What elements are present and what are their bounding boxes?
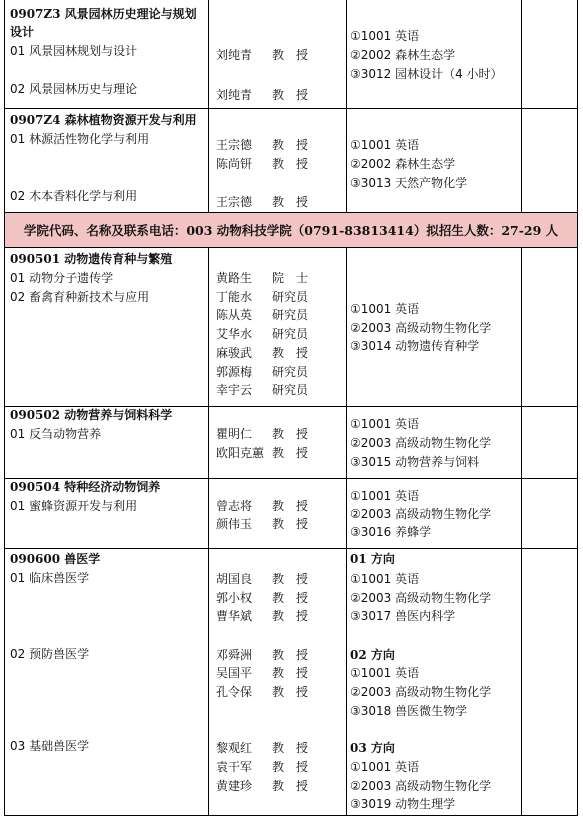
supervisor: 黄建珍 教 授 [216, 779, 309, 793]
program-row-090502 [4, 407, 578, 479]
supervisor: 欧阳克蕙 教 授 [216, 446, 309, 460]
direction-heading-03: 03 方向 [350, 741, 395, 755]
supervisor: 胡国良 教 授 [216, 572, 309, 586]
exam-subject-2: ②2002 森林生态学 [350, 157, 456, 171]
direction-02: 02 木本香料化学与利用 [10, 189, 138, 203]
supervisor: 艾华水 研究员 [216, 327, 309, 341]
exam-subject-3: ③3019 动物生理学 [350, 797, 456, 811]
supervisor: 刘纯青 教 授 [216, 88, 309, 102]
supervisor: 丁能水 研究员 [216, 290, 309, 304]
exam-subject-3: ③3015 动物营养与饲料 [350, 455, 480, 469]
program-title: 090502 动物营养与饲料科学 [10, 408, 173, 422]
exam-subject-3: ③3018 兽医微生物学 [350, 704, 468, 718]
supervisor: 刘纯青 教 授 [216, 48, 309, 62]
exam-subject-3: ③3017 兽医内科学 [350, 609, 456, 623]
supervisor: 王宗德 教 授 [216, 138, 309, 152]
exam-subject-2: ②2003 高级动物生物化学 [350, 779, 492, 793]
exam-subject-2: ②2003 高级动物生物化学 [350, 321, 492, 335]
supervisor: 孔令保 教 授 [216, 685, 309, 699]
exam-subject-3: ③3014 动物遗传育种学 [350, 339, 480, 353]
direction-heading-02: 02 方向 [350, 648, 395, 662]
program-row-0907z4 [4, 109, 578, 213]
exam-subject-1: ①1001 英语 [350, 302, 420, 316]
exam-subject-3: ③3013 天然产物化学 [350, 176, 468, 190]
supervisor: 袁干军 教 授 [216, 760, 309, 774]
exam-subject-2: ②2003 高级动物生物化学 [350, 685, 492, 699]
exam-subject-2: ②2003 高级动物生物化学 [350, 436, 492, 450]
direction-02: 02 预防兽医学 [10, 647, 90, 661]
college-header-band [4, 213, 578, 248]
direction-01: 01 反刍动物营养 [10, 427, 102, 441]
exam-subject-3: ③3012 园林设计（4 小时） [350, 67, 503, 81]
supervisor: 郭源梅 研究员 [216, 365, 309, 379]
exam-subject-1: ①1001 英语 [350, 29, 420, 43]
exam-subject-1: ①1001 英语 [350, 417, 420, 431]
direction-01: 01 蜜蜂资源开发与利用 [10, 499, 138, 513]
exam-subject-2: ②2003 高级动物生物化学 [350, 591, 492, 605]
supervisor: 邓舜洲 教 授 [216, 648, 309, 662]
supervisor: 吴国平 教 授 [216, 666, 309, 680]
exam-subject-1: ①1001 英语 [350, 572, 420, 586]
direction-01: 01 临床兽医学 [10, 571, 90, 585]
program-title-line2: 设计 [10, 25, 35, 39]
supervisor: 陈从英 研究员 [216, 308, 309, 322]
direction-heading-01: 01 方向 [350, 552, 395, 566]
program-row-090501 [4, 248, 578, 407]
supervisor: 王宗德 教 授 [216, 195, 309, 209]
exam-subject-1: ①1001 英语 [350, 760, 420, 774]
supervisor: 曾志将 教 授 [216, 499, 309, 513]
supervisor: 陈尚钘 教 授 [216, 157, 309, 171]
program-title: 090501 动物遗传育种与繁殖 [10, 252, 173, 266]
exam-subject-2: ②2003 高级动物生物化学 [350, 507, 492, 521]
program-row-090504 [4, 479, 578, 549]
supervisor: 黄路生 院 士 [216, 271, 309, 285]
direction-03: 03 基础兽医学 [10, 739, 90, 753]
direction-01: 01 风景园林规划与设计 [10, 44, 138, 58]
exam-subject-2: ②2002 森林生态学 [350, 48, 456, 62]
program-title: 090504 特种经济动物饲养 [10, 480, 161, 494]
exam-subject-1: ①1001 英语 [350, 489, 420, 503]
program-title: 0907Z4 森林植物资源开发与利用 [10, 113, 197, 127]
supervisor: 郭小权 教 授 [216, 591, 309, 605]
supervisor: 黎观红 教 授 [216, 741, 309, 755]
supervisor: 曹华斌 教 授 [216, 609, 309, 623]
program-title-line1: 0907Z3 风景园林历史理论与规划 [10, 7, 197, 21]
program-row-0907z3 [4, 0, 578, 109]
program-title: 090600 兽医学 [10, 552, 101, 566]
exam-subject-1: ①1001 英语 [350, 666, 420, 680]
exam-subject-1: ①1001 英语 [350, 138, 420, 152]
direction-01: 01 林源活性物化学与利用 [10, 132, 150, 146]
supervisor: 幸宇云 研究员 [216, 383, 309, 397]
direction-01: 01 动物分子遗传学 [10, 271, 114, 285]
supervisor: 颜伟玉 教 授 [216, 517, 309, 531]
exam-subject-3: ③3016 养蜂学 [350, 525, 432, 539]
direction-02: 02 风景园林历史与理论 [10, 82, 138, 96]
direction-02: 02 畜禽育种新技术与应用 [10, 290, 150, 304]
program-row-090600 [4, 549, 578, 816]
supervisor: 瞿明仁 教 授 [216, 427, 309, 441]
college-info: 学院代码、名称及联系电话：003 动物科技学院（0791-83813414）拟招生人数：27-29 人 [23, 223, 559, 238]
supervisor: 麻骏武 教 授 [216, 346, 309, 360]
